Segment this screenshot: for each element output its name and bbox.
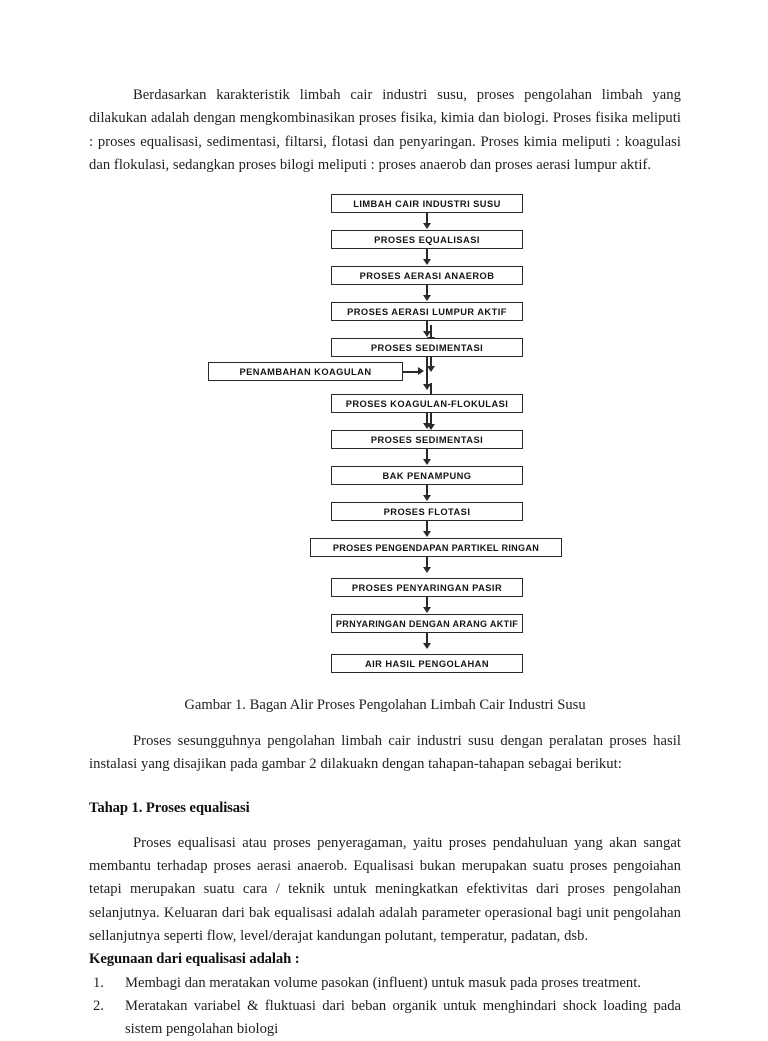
arrowhead-k — [423, 607, 431, 613]
arrowhead-h — [423, 495, 431, 501]
flow-box-3 — [331, 266, 523, 285]
page-content — [89, 84, 681, 1041]
list-item-number: 2. — [93, 997, 104, 1014]
flow-box-10 — [310, 538, 562, 557]
after-figure-paragraph: Proses sesungguhnya pengolahan limbah cair industri susu dengan peralatan proses hasil instalasi yang disajikan pada gambar 2 dilakuakn dengan tahapan-tahapan sebagai berikut: — [89, 733, 681, 773]
flow-box-13 — [331, 654, 523, 673]
arrowhead-l — [423, 643, 431, 649]
kegunaan-list — [89, 972, 681, 1041]
equalisasi-paragraph: Proses equalisasi atau proses penyeragaman, yaitu proses pendahuluan yang akan sangat membantu terhadap proses aerasi anaerob. Equalisasi bukan merupakan suatu proses pengoiahan tetapi merupakan suatu cara / teknik untuk meningkatkan efektivitas dari proses pengolahan selanjutnya. Keluaran dari bak equalisasi adalah adalah parameter operasional bagi unit pengolahan sellanjutnya seperti flow, level/derajat kandungan polutant, temperatur, padatan, dsb. — [89, 834, 681, 944]
flow-box-8 — [331, 466, 523, 485]
connector-e — [426, 357, 428, 386]
arrowhead-e — [423, 384, 431, 390]
intro-paragraph: Berdasarkan karakteristik limbah cair industri susu, proses pengolahan limbah yang dilakukan adalah dengan mengkombinasikan proses fisika, kimia dan biologi. Proses fisika meliputi : proses equalisasi, sedimentasi, filtarsi, flotasi dan penyaringan. Proses kimia meliputi : koagulasi dan flokulasi, sedangkan proses bilogi meliputi : proses anaerob dan proses aerasi lumpur aktif. — [89, 87, 681, 173]
arrowhead-d — [423, 331, 431, 337]
flow-box-label: AIR HASIL PENGOLAHAN — [364, 658, 489, 669]
arrowhead-side — [418, 367, 424, 375]
arrowhead-i — [423, 531, 431, 537]
heading-kegunaan: Kegunaan dari equalisasi adalah : — [89, 951, 300, 968]
arrowhead-a — [423, 223, 431, 229]
side-input-label: PENAMBAHAN KOAGULAN — [239, 366, 372, 377]
flowchart — [89, 194, 681, 582]
flow-box-5 — [331, 338, 523, 357]
side-input-box-koagulan — [208, 362, 403, 381]
flow-box-label: PROSES SEDIMENTASI — [370, 342, 484, 353]
figure-caption: Gambar 1. Bagan Alir Proses Pengolahan Limbah Cair Industri Susu — [184, 697, 586, 714]
flowchart-figure — [89, 194, 681, 582]
arrowhead-b — [423, 259, 431, 265]
flowchart-final — [89, 654, 681, 676]
flow-box-label: PROSES PENGENDAPAN PARTIKEL RINGAN — [332, 542, 540, 553]
flow-box-label: PROSES AERASI ANAEROB — [359, 270, 495, 281]
list-item — [89, 972, 681, 995]
flow-box-label: PROSES FLOTASI — [383, 506, 471, 517]
list-item-text: Membagi dan meratakan volume pasokan (influent) untuk masuk pada proses treatment. — [125, 974, 641, 991]
flow-box-label: PROSES AERASI LUMPUR AKTIF — [347, 306, 507, 317]
flow-box-2 — [331, 230, 523, 249]
flow-box-label: PROSES SEDIMENTASI — [370, 434, 484, 445]
flow-box-label: PROSES KOAGULAN-FLOKULASI — [345, 398, 509, 409]
flow-box-9 — [331, 502, 523, 521]
flow-box-11 — [331, 578, 523, 597]
arrowhead-g — [423, 459, 431, 465]
flow-box-label: PROSES EQUALISASI — [374, 234, 480, 245]
list-item — [89, 995, 681, 1041]
side-connector-horizontal — [403, 371, 419, 373]
flow-box-label: LIMBAH CAIR INDUSTRI SUSU — [353, 198, 501, 209]
flow-box-7 — [331, 430, 523, 449]
heading-tahap-1: Tahap 1. Proses equalisasi — [89, 799, 250, 816]
arrowhead-f — [423, 423, 431, 429]
flowchart-continued — [89, 582, 681, 654]
flow-box-label: BAK PENAMPUNG — [382, 470, 472, 481]
flow-box-6 — [331, 394, 523, 413]
arrowhead-c — [423, 295, 431, 301]
flow-box-label: PRNYARINGAN DENGAN ARANG AKTIF — [335, 618, 519, 629]
flow-box-4 — [331, 302, 523, 321]
flow-box-1 — [331, 194, 523, 213]
arrowhead-j — [423, 567, 431, 573]
list-item-text: Meratakan variabel & fluktuasi dari beban organik untuk menghindari shock loading pada sistem pengolahan biologi — [125, 997, 681, 1038]
list-item-number: 1. — [93, 974, 104, 991]
flow-box-label: PROSES PENYARINGAN PASIR — [351, 582, 503, 593]
flow-box-12 — [331, 614, 523, 633]
